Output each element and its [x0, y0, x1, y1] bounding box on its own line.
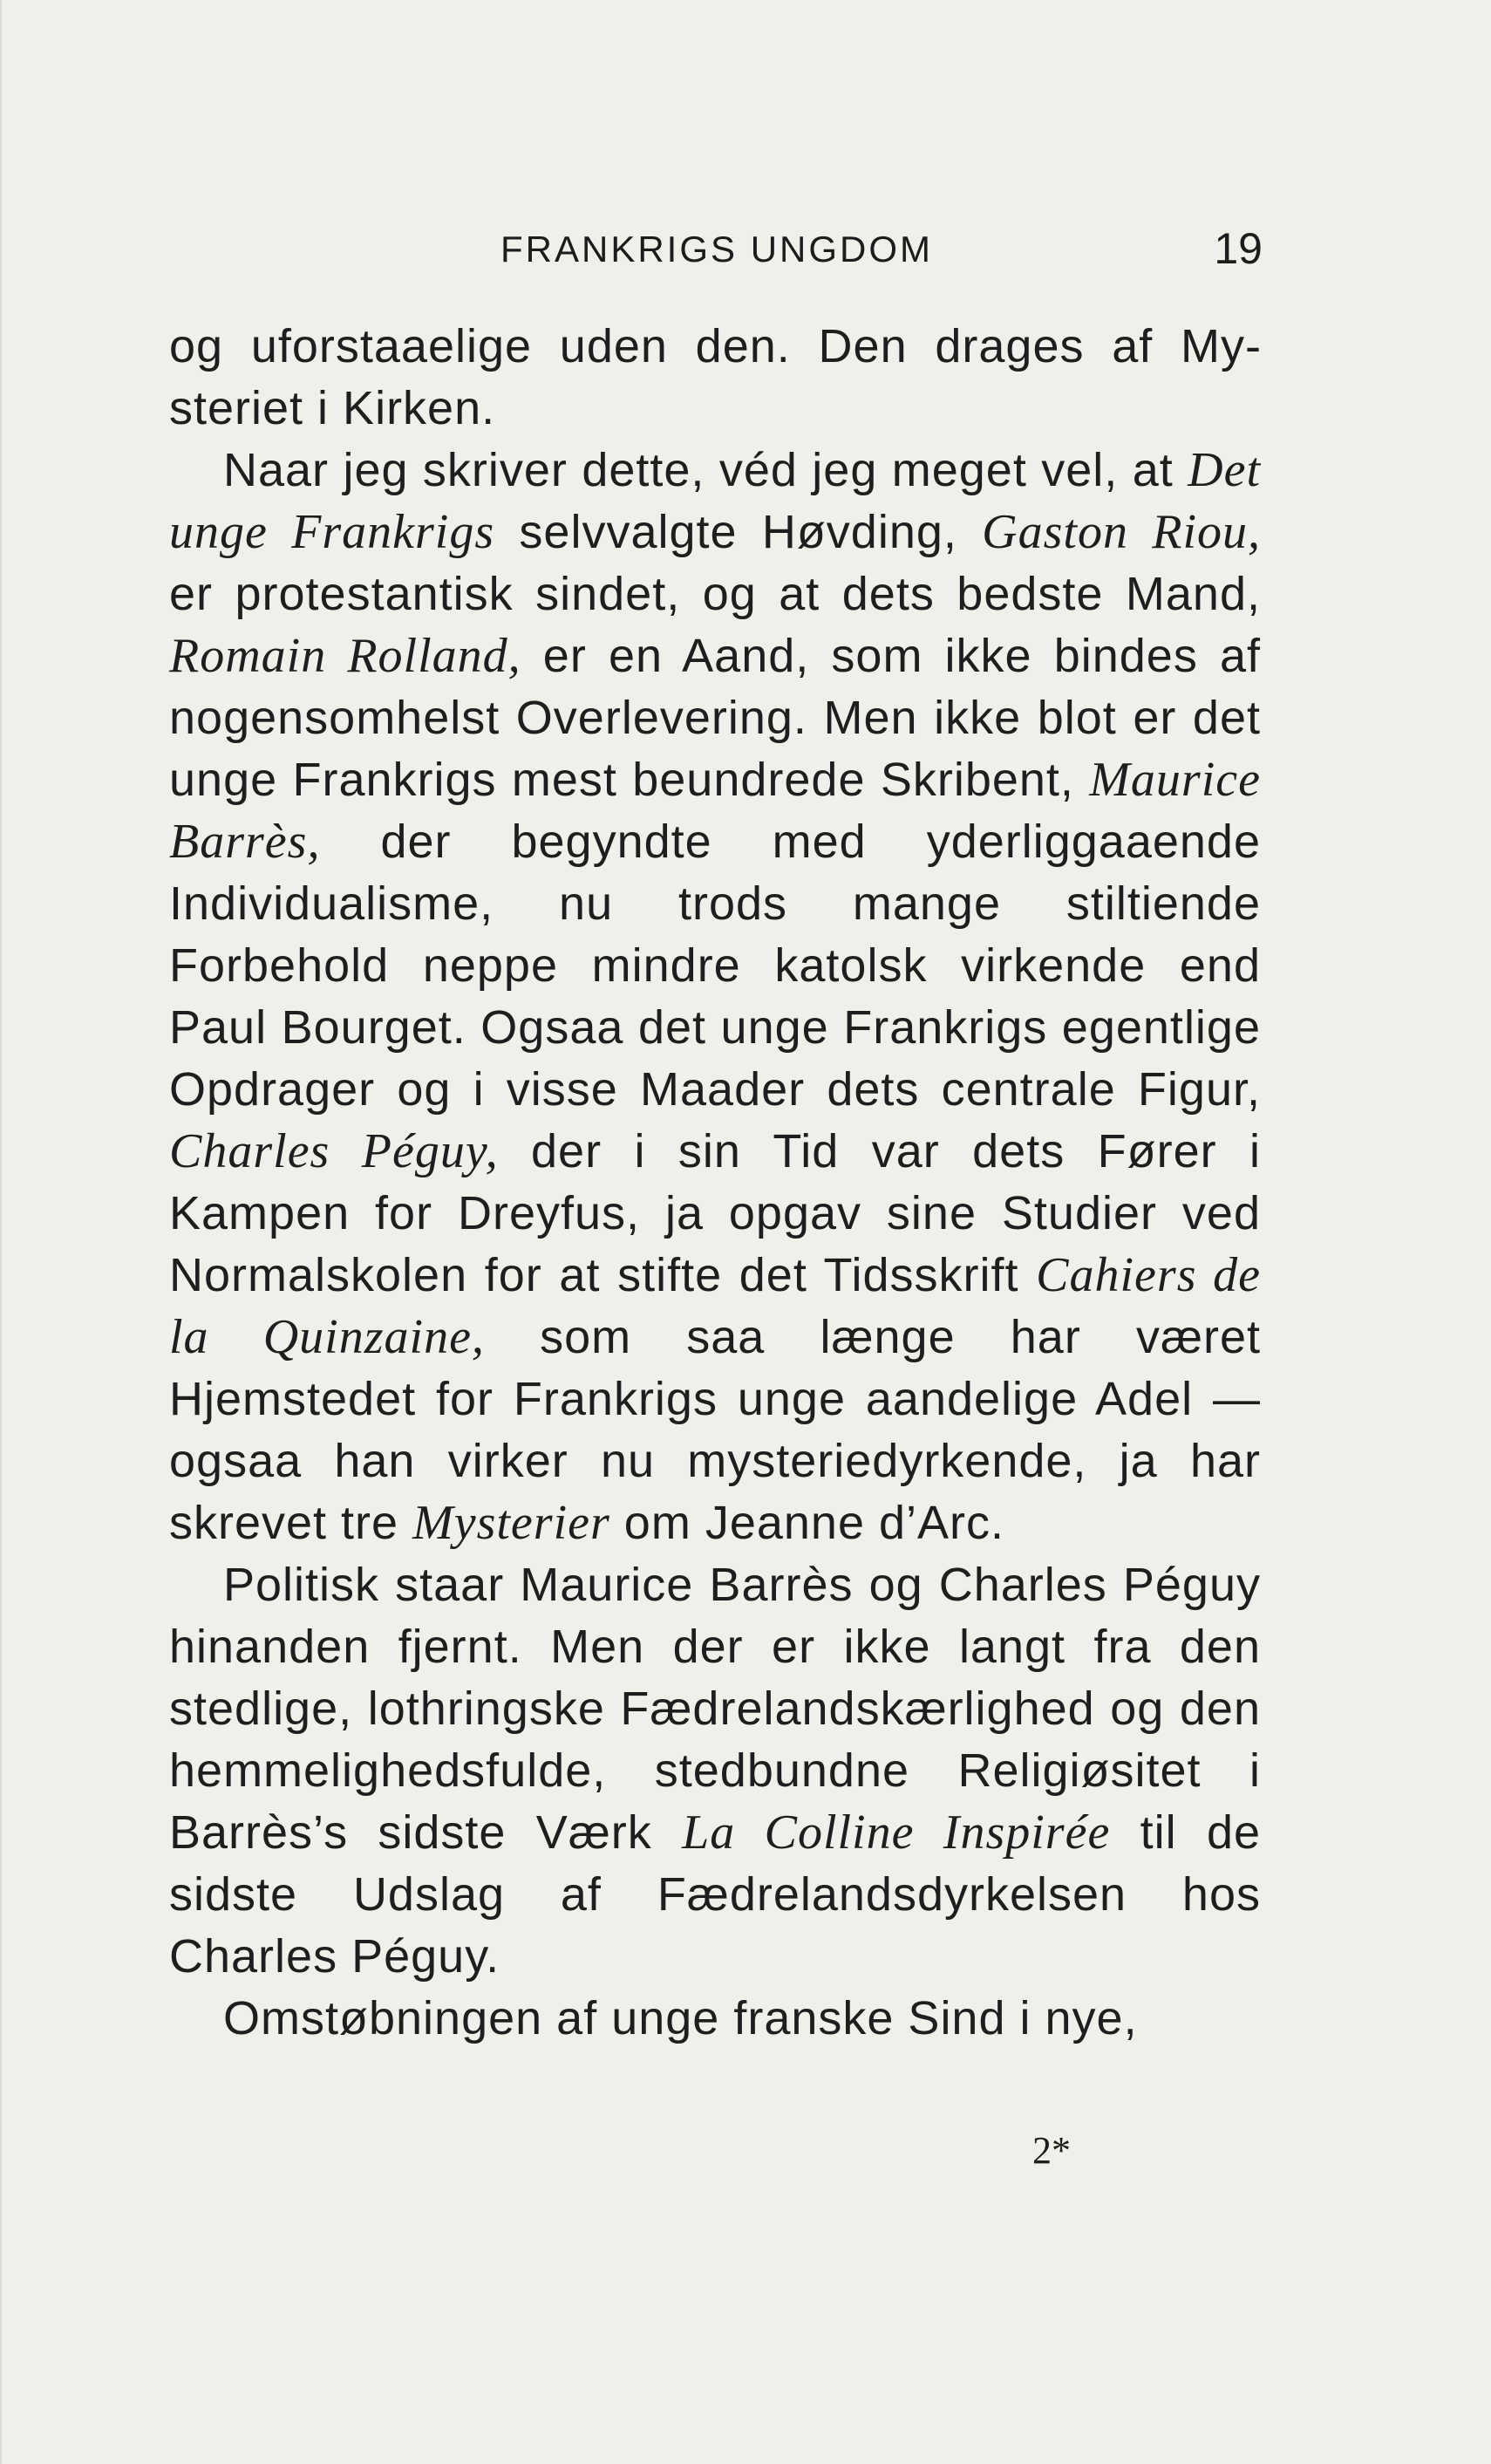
text-run: Naar jeg skriver dette, véd jeg meget vel, at [223, 444, 1188, 496]
paragraph-3 [169, 1554, 1261, 1988]
page-number: 19 [1214, 224, 1263, 273]
text-run: og uforstaaelige uden den. Den drages af Mysteriet i Kirken. [169, 320, 1261, 434]
italic-title: La Colline Inspirée [682, 1805, 1111, 1860]
signature-mark: 2* [1032, 2129, 1071, 2172]
italic-name: Maurice Barrès, [169, 753, 1261, 869]
running-title: FRANKRIGS UNGDOM [500, 229, 934, 270]
text-run: selvvalgte Høvding, [494, 506, 983, 558]
paragraph-1 [169, 316, 1261, 440]
text-run: der begyndte med yderliggaaende Individualisme, nu trods mange stiltiende Forbehold neppe mindre katolsk virkende end Paul Bourget. Ogsaa det unge Frankrigs egentlige Opdrager og i visse Maader dets centrale Figur, [169, 816, 1261, 1116]
page-header [169, 220, 1268, 276]
text-run: til de sidste Udslag af Fædrelandsdyrkelsen hos Charles Péguy. [169, 1806, 1262, 1983]
italic-name: Romain Rolland, [169, 629, 521, 683]
text-run: som saa længe har været Hjemstedet for Frankrigs unge aandelige Adel — ogsaa han virker nu mysteriedyrkende, ja har skrevet tre [169, 1311, 1262, 1549]
italic-name: Charles Péguy, [169, 1124, 499, 1178]
paragraph-2 [169, 440, 1261, 1554]
text-run: er en Aand, som ikke bindes af nogensomhelst Overlevering. Men ikke blot er det unge Frankrigs mest beundrede Skribent, [169, 630, 1262, 806]
paragraph-4 [169, 1988, 1261, 2050]
italic-title: Cahiers de la Quinzaine, [169, 1248, 1261, 1364]
text-run: Omstøbningen af unge franske Sind i nye, [223, 1992, 1138, 2044]
text-run: er protestantisk sindet, og at dets bedste Mand, [169, 568, 1261, 620]
italic-name: Gaston Riou, [982, 505, 1262, 559]
body-text [169, 316, 1261, 2050]
text-run: der i sin Tid var dets Fører i Kampen for Dreyfus, ja opgav sine Studier ved Normalskolen for at stifte det Tidsskrift [169, 1125, 1261, 1301]
text-run: Politisk staar Maurice Barrès og Charles Péguy hinanden fjernt. Men der er ikke langt fra den stedlige, lothringske Fædrelandskærlighed og den hemmelighedsfulde, stedbundne Religiøsitet i Barrès’s sidste Værk [169, 1559, 1261, 1859]
italic-title: Det unge Frankrigs [169, 443, 1261, 559]
italic-title: Mysterier [412, 1496, 610, 1550]
text-run: om Jeanne d’Arc. [609, 1497, 1005, 1549]
